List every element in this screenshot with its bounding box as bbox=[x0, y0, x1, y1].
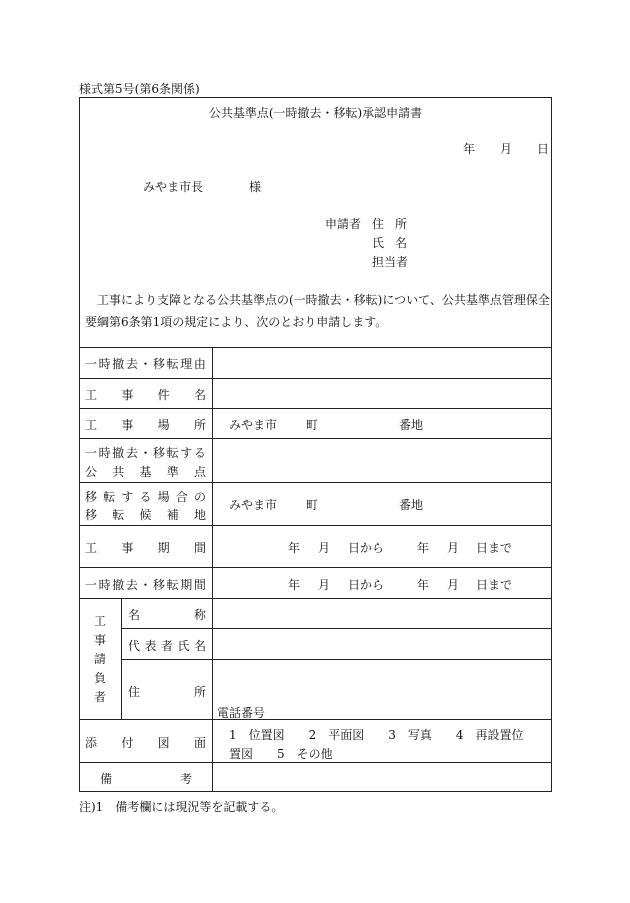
row-label-removal-reason: 一 時 撤 去 ・ 移 転 理 由 bbox=[85, 357, 206, 371]
date-month: 月 bbox=[500, 142, 513, 156]
removal-period-day-to: 日まで bbox=[476, 578, 513, 592]
body-text-line-1: 工事により支障となる公共基準点の(一時撤去・移転)について、公共基準点管理保全 bbox=[97, 293, 550, 307]
contractor-rep-field[interactable] bbox=[214, 630, 550, 658]
row-label-project-name: 工 事 件 名 bbox=[85, 388, 206, 402]
row-label-relocation-site-1: 移 転 す る 場 合 の bbox=[85, 490, 206, 504]
removal-reason-field[interactable] bbox=[214, 349, 550, 377]
remarks-field[interactable] bbox=[214, 764, 550, 790]
row-label-target-point-2: 公 共 基 準 点 bbox=[85, 465, 206, 479]
form-number: 様式第5号(第6条関係) bbox=[79, 82, 200, 96]
form-title: 公共基準点(一時撤去・移転)承認申請書 bbox=[208, 106, 423, 120]
project-period-day-from: 日から bbox=[348, 541, 385, 555]
project-period-year-from: 年 bbox=[288, 541, 301, 555]
attachments-line-1: 1 位置図 2 平面図 3 写真 4 再設置位 bbox=[229, 728, 524, 742]
project-period-year-to: 年 bbox=[417, 541, 430, 555]
applicant-address-label-2: 所 bbox=[395, 217, 408, 231]
contractor-name-field[interactable] bbox=[214, 600, 550, 627]
contractor-phone-label: 電話番号 bbox=[217, 706, 266, 720]
row-label-attachments: 添 付 図 面 bbox=[85, 736, 206, 750]
date-year: 年 bbox=[463, 142, 476, 156]
addressee-name: みやま市長 bbox=[143, 180, 204, 194]
removal-period-month-to: 月 bbox=[447, 578, 460, 592]
project-period-day-to: 日まで bbox=[476, 541, 513, 555]
relocation-site-lot: 番地 bbox=[399, 498, 424, 512]
removal-period-year-to: 年 bbox=[417, 578, 430, 592]
row-label-project-site: 工 事 場 所 bbox=[85, 418, 206, 432]
target-point-field[interactable] bbox=[214, 440, 550, 481]
contractor-address-field[interactable] bbox=[214, 661, 550, 701]
project-name-field[interactable] bbox=[214, 380, 550, 407]
project-period-month-from: 月 bbox=[318, 541, 331, 555]
removal-period-year-from: 年 bbox=[288, 578, 301, 592]
project-site-lot: 番地 bbox=[399, 418, 424, 432]
project-site-town: 町 bbox=[306, 418, 319, 432]
relocation-site-city: みやま市 bbox=[229, 498, 278, 512]
contractor-group-label: 工 事 請 負 者 bbox=[93, 614, 106, 704]
row-label-remarks: 備 考 bbox=[100, 772, 192, 786]
row-label-relocation-site-2: 移 転 候 補 地 bbox=[85, 508, 206, 522]
applicant-address-label-1: 住 bbox=[372, 217, 385, 231]
project-site-city: みやま市 bbox=[229, 418, 278, 432]
applicant-label: 申請者 bbox=[325, 217, 362, 231]
attachments-line-2: 置図 5 その他 bbox=[229, 747, 333, 761]
contractor-name-label: 名 称 bbox=[128, 608, 206, 622]
row-label-removal-period: 一 時 撤 去 ・ 移 転 期 間 bbox=[85, 578, 206, 592]
row-label-project-period: 工 事 期 間 bbox=[85, 541, 206, 555]
applicant-contact-label: 担当者 bbox=[372, 255, 409, 269]
contractor-address-label: 住 所 bbox=[128, 685, 206, 699]
applicant-name-label-2: 名 bbox=[395, 236, 408, 250]
project-period-month-to: 月 bbox=[447, 541, 460, 555]
footnote: 注)1 備考欄には現況等を記載する。 bbox=[79, 800, 284, 814]
row-label-target-point-1: 一 時 撤 去 ・ 移 転 す る bbox=[85, 446, 206, 460]
applicant-name-label-1: 氏 bbox=[372, 236, 385, 250]
addressee-honorific: 様 bbox=[249, 180, 262, 194]
contractor-rep-label: 代 表 者 氏 名 bbox=[128, 639, 206, 653]
removal-period-month-from: 月 bbox=[318, 578, 331, 592]
removal-period-day-from: 日から bbox=[348, 578, 385, 592]
relocation-site-town: 町 bbox=[306, 498, 319, 512]
date-day: 日 bbox=[537, 142, 550, 156]
body-text-line-2: 要綱第6条第1項の規定により、次のとおり申請します。 bbox=[85, 315, 388, 329]
